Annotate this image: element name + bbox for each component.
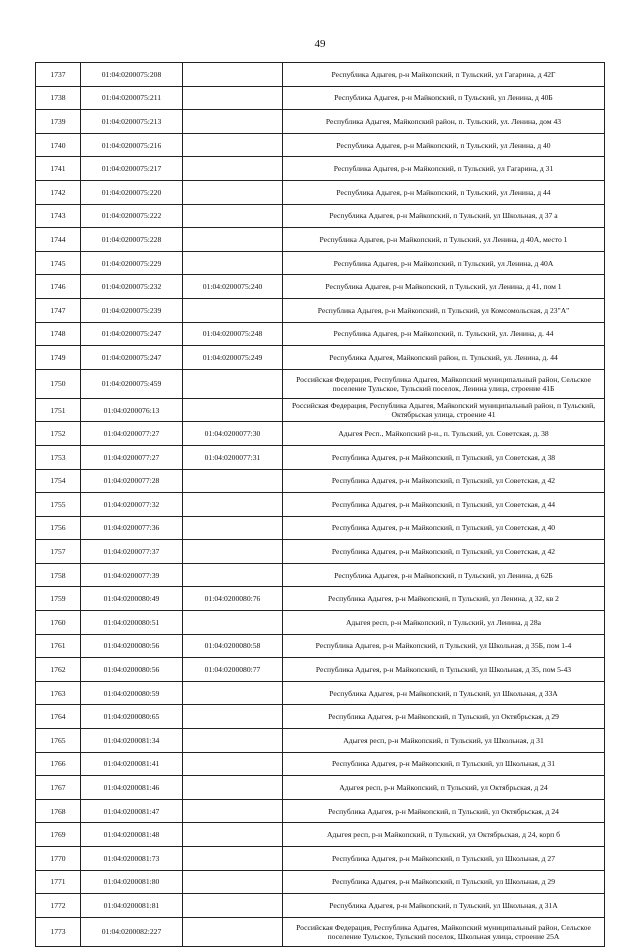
- address-cell: Республика Адыгея, р-н Майкопский, п Тульский, ул Советская, д 44: [283, 493, 605, 517]
- cadastral-number-cell: 01:04:0200082:227: [81, 917, 183, 946]
- table-row: [36, 493, 605, 517]
- address-cell: Республика Адыгея, р-н Майкопский, п Тульский, ул Ленина, д 44: [283, 180, 605, 204]
- table-row: [36, 516, 605, 540]
- address-cell: Республика Адыгея, р-н Майкопский, п Тульский, ул Ленина, д 40А, место 1: [283, 228, 605, 252]
- related-cadastral-number-cell: [183, 870, 283, 894]
- table-row: [36, 204, 605, 228]
- table-row: [36, 445, 605, 469]
- address-cell: Республика Адыгея, р-н Майкопский, п Тульский, ул Школьная, д 31: [283, 752, 605, 776]
- related-cadastral-number-cell: [183, 86, 283, 110]
- cadastral-number-cell: 01:04:0200077:28: [81, 469, 183, 493]
- cadastral-number-cell: 01:04:0200080:56: [81, 658, 183, 682]
- page-number: 49: [314, 38, 326, 50]
- row-number-cell: 1762: [36, 658, 81, 682]
- row-number-cell: 1742: [36, 180, 81, 204]
- address-cell: Республика Адыгея, р-н Майкопский, п Тульский, ул Школьная, д 35Б, пом 1-4: [283, 634, 605, 658]
- row-number-cell: 1765: [36, 729, 81, 753]
- table-row: [36, 322, 605, 346]
- address-cell: Республика Адыгея, р-н Майкопский, п Тульский, ул Комсомольская, д 23"А": [283, 298, 605, 322]
- related-cadastral-number-cell: 01:04:0200080:77: [183, 658, 283, 682]
- table-row: [36, 346, 605, 370]
- row-number-cell: 1749: [36, 346, 81, 370]
- address-cell: Адыгея респ, р-н Майкопский, п Тульский, ул Ленина, д 28а: [283, 611, 605, 635]
- cadastral-number-cell: 01:04:0200081:34: [81, 729, 183, 753]
- row-number-cell: 1739: [36, 110, 81, 134]
- table-row: [36, 369, 605, 398]
- row-number-cell: 1772: [36, 894, 81, 918]
- cadastral-number-cell: 01:04:0200075:247: [81, 322, 183, 346]
- address-cell: Республика Адыгея, р-н Майкопский, п Тульский, ул Школьная, д 33А: [283, 681, 605, 705]
- table-row: [36, 398, 605, 422]
- cadastral-number-cell: 01:04:0200075:213: [81, 110, 183, 134]
- table-row: [36, 86, 605, 110]
- cadastral-number-cell: 01:04:0200081:48: [81, 823, 183, 847]
- table-row: [36, 705, 605, 729]
- related-cadastral-number-cell: [183, 917, 283, 946]
- related-cadastral-number-cell: [183, 204, 283, 228]
- cadastral-number-cell: 01:04:0200075:459: [81, 369, 183, 398]
- address-cell: Адыгея респ, р-н Майкопский, п Тульский, ул Октябрьская, д 24: [283, 776, 605, 800]
- address-cell: Республика Адыгея, р-н Майкопский, п Тульский, ул Советская, д 42: [283, 540, 605, 564]
- related-cadastral-number-cell: [183, 847, 283, 871]
- related-cadastral-number-cell: [183, 180, 283, 204]
- address-cell: Республика Адыгея, р-н Майкопский, п Тульский, ул Советская, д 40: [283, 516, 605, 540]
- cadastral-number-cell: 01:04:0200075:239: [81, 298, 183, 322]
- address-cell: Республика Адыгея, р-н Майкопский, п Тульский, ул Ленина, д 62Б: [283, 563, 605, 587]
- row-number-cell: 1770: [36, 847, 81, 871]
- address-cell: Республика Адыгея, р-н Майкопский, п Тульский, ул Октябрьская, д 24: [283, 799, 605, 823]
- table-row: [36, 823, 605, 847]
- row-number-cell: 1763: [36, 681, 81, 705]
- cadastral-number-cell: 01:04:0200077:37: [81, 540, 183, 564]
- row-number-cell: 1740: [36, 133, 81, 157]
- address-cell: Республика Адыгея, р-н Майкопский, п Тульский, ул Школьная, д 31А: [283, 894, 605, 918]
- table-row: [36, 681, 605, 705]
- row-number-cell: 1743: [36, 204, 81, 228]
- address-cell: Республика Адыгея, р-н Майкопский, п Тульский, ул Гагарина, д 42Г: [283, 63, 605, 87]
- row-number-cell: 1737: [36, 63, 81, 87]
- cadastral-number-cell: 01:04:0200081:80: [81, 870, 183, 894]
- related-cadastral-number-cell: [183, 493, 283, 517]
- address-cell: Республика Адыгея, Майкопский район, п. Тульский, ул. Ленина, дом 43: [283, 110, 605, 134]
- related-cadastral-number-cell: [183, 729, 283, 753]
- table-row: [36, 180, 605, 204]
- address-cell: Республика Адыгея, р-н Майкопский, п Тульский, ул Советская, д 42: [283, 469, 605, 493]
- cadastral-number-cell: 01:04:0200076:13: [81, 398, 183, 422]
- cadastral-number-cell: 01:04:0200075:222: [81, 204, 183, 228]
- row-number-cell: 1769: [36, 823, 81, 847]
- cadastral-number-cell: 01:04:0200075:220: [81, 180, 183, 204]
- row-number-cell: 1773: [36, 917, 81, 946]
- cadastral-number-cell: 01:04:0200077:27: [81, 445, 183, 469]
- table-row: [36, 799, 605, 823]
- row-number-cell: 1745: [36, 251, 81, 275]
- table-row: [36, 847, 605, 871]
- row-number-cell: 1750: [36, 369, 81, 398]
- row-number-cell: 1741: [36, 157, 81, 181]
- related-cadastral-number-cell: [183, 63, 283, 87]
- row-number-cell: 1738: [36, 86, 81, 110]
- address-cell: Российская Федерация, Республика Адыгея, Майкопский муниципальный район, Сельское поселение Тульское, Тульский поселок, Ленина улица, строение 41Б: [283, 369, 605, 398]
- table-row: [36, 133, 605, 157]
- address-cell: Республика Адыгея, р-н Майкопский, п Тульский, ул Советская, д 38: [283, 445, 605, 469]
- row-number-cell: 1761: [36, 634, 81, 658]
- table-row: [36, 634, 605, 658]
- cadastral-number-cell: 01:04:0200075:217: [81, 157, 183, 181]
- related-cadastral-number-cell: [183, 110, 283, 134]
- address-cell: Республика Адыгея, р-н Майкопский, п Тульский, ул Ленина, д 41, пом 1: [283, 275, 605, 299]
- table-row: [36, 729, 605, 753]
- related-cadastral-number-cell: [183, 369, 283, 398]
- cadastral-number-cell: 01:04:0200081:73: [81, 847, 183, 871]
- cadastral-number-cell: 01:04:0200077:39: [81, 563, 183, 587]
- cadastral-number-cell: 01:04:0200080:59: [81, 681, 183, 705]
- row-number-cell: 1768: [36, 799, 81, 823]
- row-number-cell: 1753: [36, 445, 81, 469]
- row-number-cell: 1752: [36, 422, 81, 446]
- related-cadastral-number-cell: [183, 611, 283, 635]
- related-cadastral-number-cell: 01:04:0200080:76: [183, 587, 283, 611]
- address-cell: Республика Адыгея, р-н Майкопский, п Тульский, ул Октябрьская, д 29: [283, 705, 605, 729]
- related-cadastral-number-cell: 01:04:0200077:30: [183, 422, 283, 446]
- address-cell: Республика Адыгея, р-н Майкопский, п Тульский, ул Школьная, д 27: [283, 847, 605, 871]
- related-cadastral-number-cell: 01:04:0200075:249: [183, 346, 283, 370]
- address-cell: Республика Адыгея, р-н Майкопский, п Тульский, ул Ленина, д 40Б: [283, 86, 605, 110]
- cadastral-number-cell: 01:04:0200081:46: [81, 776, 183, 800]
- row-number-cell: 1744: [36, 228, 81, 252]
- related-cadastral-number-cell: [183, 799, 283, 823]
- address-cell: Республика Адыгея, р-н Майкопский, п. Тульский, ул. Ленина, д. 44: [283, 322, 605, 346]
- address-cell: Адыгея респ, р-н Майкопский, п Тульский, ул Школьная, д 31: [283, 729, 605, 753]
- cadastral-number-cell: 01:04:0200077:27: [81, 422, 183, 446]
- registry-table: [35, 62, 605, 947]
- related-cadastral-number-cell: [183, 251, 283, 275]
- cadastral-number-cell: 01:04:0200077:32: [81, 493, 183, 517]
- registry-table-body: [36, 63, 605, 947]
- address-cell: Адыгея Респ., Майкопский р-н., п. Тульский, ул. Советская, д. 38: [283, 422, 605, 446]
- related-cadastral-number-cell: [183, 752, 283, 776]
- table-row: [36, 157, 605, 181]
- row-number-cell: 1755: [36, 493, 81, 517]
- cadastral-number-cell: 01:04:0200081:41: [81, 752, 183, 776]
- row-number-cell: 1757: [36, 540, 81, 564]
- table-row: [36, 658, 605, 682]
- row-number-cell: 1758: [36, 563, 81, 587]
- related-cadastral-number-cell: [183, 516, 283, 540]
- cadastral-number-cell: 01:04:0200075:208: [81, 63, 183, 87]
- related-cadastral-number-cell: [183, 469, 283, 493]
- cadastral-number-cell: 01:04:0200080:49: [81, 587, 183, 611]
- related-cadastral-number-cell: [183, 228, 283, 252]
- table-row: [36, 894, 605, 918]
- row-number-cell: 1771: [36, 870, 81, 894]
- table-row: [36, 469, 605, 493]
- cadastral-number-cell: 01:04:0200080:51: [81, 611, 183, 635]
- related-cadastral-number-cell: [183, 157, 283, 181]
- related-cadastral-number-cell: [183, 776, 283, 800]
- row-number-cell: 1746: [36, 275, 81, 299]
- related-cadastral-number-cell: 01:04:0200077:31: [183, 445, 283, 469]
- row-number-cell: 1748: [36, 322, 81, 346]
- table-row: [36, 611, 605, 635]
- address-cell: Республика Адыгея, р-н Майкопский, п Тульский, ул Гагарина, д 31: [283, 157, 605, 181]
- table-row: [36, 917, 605, 946]
- address-cell: Республика Адыгея, р-н Майкопский, п Тульский, ул Школьная, д 29: [283, 870, 605, 894]
- cadastral-number-cell: 01:04:0200080:56: [81, 634, 183, 658]
- address-cell: Республика Адыгея, р-н Майкопский, п Тульский, ул Ленина, д 40: [283, 133, 605, 157]
- cadastral-number-cell: 01:04:0200080:65: [81, 705, 183, 729]
- table-row: [36, 752, 605, 776]
- row-number-cell: 1767: [36, 776, 81, 800]
- address-cell: Республика Адыгея, Майкопский район, п. Тульский, ул. Ленина, д. 44: [283, 346, 605, 370]
- row-number-cell: 1747: [36, 298, 81, 322]
- table-row: [36, 587, 605, 611]
- related-cadastral-number-cell: [183, 563, 283, 587]
- related-cadastral-number-cell: 01:04:0200080:58: [183, 634, 283, 658]
- table-row: [36, 776, 605, 800]
- address-cell: Адыгея респ, р-н Майкопский, п Тульский, ул Октябрьская, д 24, корп б: [283, 823, 605, 847]
- cadastral-number-cell: 01:04:0200075:211: [81, 86, 183, 110]
- table-row: [36, 251, 605, 275]
- address-cell: Республика Адыгея, р-н Майкопский, п Тульский, ул Ленина, д 40А: [283, 251, 605, 275]
- address-cell: Республика Адыгея, р-н Майкопский, п Тульский, ул Ленина, д 32, кв 2: [283, 587, 605, 611]
- table-row: [36, 110, 605, 134]
- table-row: [36, 563, 605, 587]
- table-row: [36, 540, 605, 564]
- row-number-cell: 1766: [36, 752, 81, 776]
- related-cadastral-number-cell: [183, 133, 283, 157]
- related-cadastral-number-cell: [183, 894, 283, 918]
- table-row: [36, 275, 605, 299]
- row-number-cell: 1754: [36, 469, 81, 493]
- cadastral-number-cell: 01:04:0200075:229: [81, 251, 183, 275]
- cadastral-number-cell: 01:04:0200077:36: [81, 516, 183, 540]
- cadastral-number-cell: 01:04:0200081:47: [81, 799, 183, 823]
- table-row: [36, 298, 605, 322]
- related-cadastral-number-cell: [183, 398, 283, 422]
- related-cadastral-number-cell: 01:04:0200075:248: [183, 322, 283, 346]
- row-number-cell: 1760: [36, 611, 81, 635]
- row-number-cell: 1756: [36, 516, 81, 540]
- table-row: [36, 63, 605, 87]
- related-cadastral-number-cell: [183, 705, 283, 729]
- related-cadastral-number-cell: [183, 681, 283, 705]
- cadastral-number-cell: 01:04:0200075:228: [81, 228, 183, 252]
- row-number-cell: 1751: [36, 398, 81, 422]
- cadastral-number-cell: 01:04:0200075:247: [81, 346, 183, 370]
- table-row: [36, 870, 605, 894]
- row-number-cell: 1764: [36, 705, 81, 729]
- cadastral-number-cell: 01:04:0200081:81: [81, 894, 183, 918]
- row-number-cell: 1759: [36, 587, 81, 611]
- address-cell: Республика Адыгея, р-н Майкопский, п Тульский, ул Школьная, д 35, пом 5-43: [283, 658, 605, 682]
- related-cadastral-number-cell: [183, 298, 283, 322]
- table-row: [36, 228, 605, 252]
- related-cadastral-number-cell: [183, 540, 283, 564]
- cadastral-number-cell: 01:04:0200075:216: [81, 133, 183, 157]
- table-row: [36, 422, 605, 446]
- cadastral-number-cell: 01:04:0200075:232: [81, 275, 183, 299]
- related-cadastral-number-cell: 01:04:0200075:240: [183, 275, 283, 299]
- address-cell: Российская Федерация, Республика Адыгея, Майкопский муниципальный район, п Тульский, Октябрьская улица, строение 41: [283, 398, 605, 422]
- related-cadastral-number-cell: [183, 823, 283, 847]
- address-cell: Российская Федерация, Республика Адыгея, Майкопский муниципальный район, Сельское поселение Тульское, Тульский поселок, Школьная улица, строение 25А: [283, 917, 605, 946]
- address-cell: Республика Адыгея, р-н Майкопский, п Тульский, ул Школьная, д 37 а: [283, 204, 605, 228]
